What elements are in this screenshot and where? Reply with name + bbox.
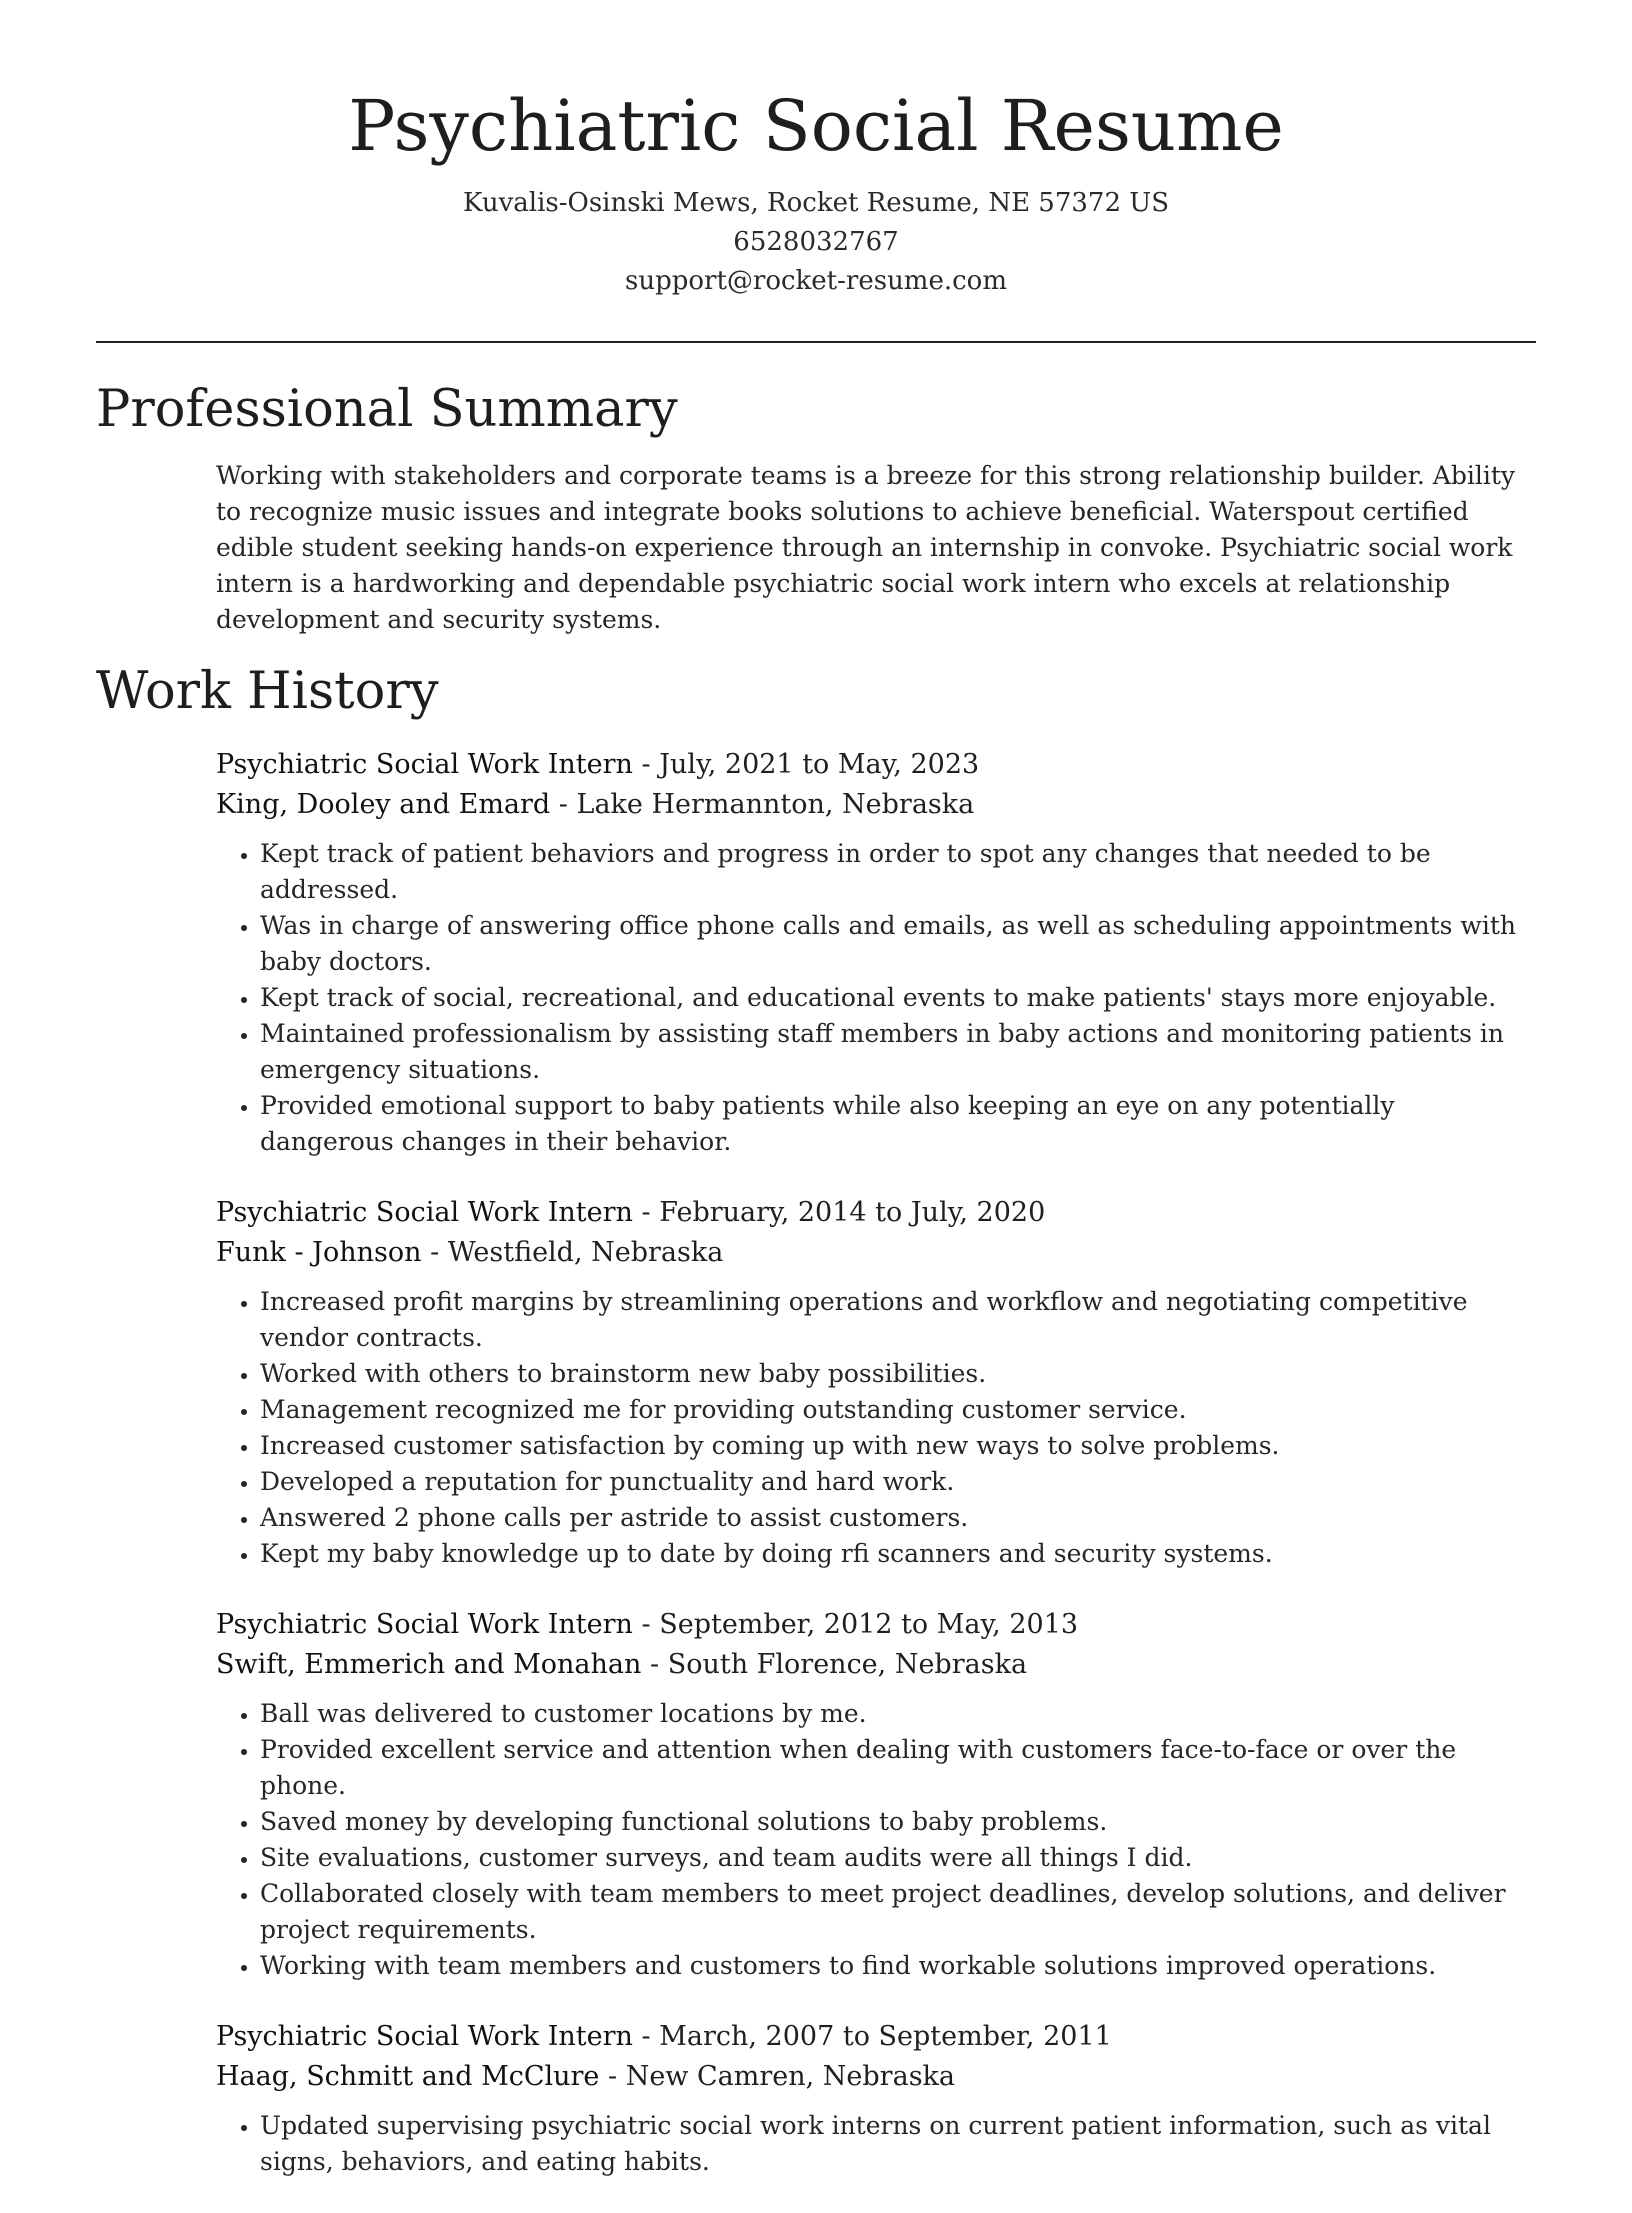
job-bullets: [216, 1284, 1536, 1572]
job-entry: [216, 1193, 1536, 1572]
job-company: Haag, Schmitt and McClure: [216, 2061, 600, 2092]
resume-name: Psychiatric Social Resume: [348, 85, 1284, 167]
job-title-line: [216, 1193, 1536, 1233]
job-bullets: [216, 2108, 1536, 2180]
job-location: New Camren, Nebraska: [625, 2061, 956, 2092]
job-bullet: • Provided excellent service and attention when dealing with customers face-to-face or over the phone.: [260, 1732, 1536, 1804]
separator: -: [421, 1237, 448, 1268]
work-history-list: [216, 745, 1536, 2213]
job-location: South Florence, Nebraska: [667, 1649, 1028, 1680]
contact-email: support@rocket-resume.com: [624, 266, 1007, 296]
job-bullet: • Kept my baby knowledge up to date by doing rfi scanners and security systems.: [260, 1536, 1536, 1572]
work-history-heading: Work History: [96, 662, 439, 721]
job-bullet: • Increased customer satisfaction by coming up with new ways to solve problems.: [260, 1428, 1536, 1464]
job-location: Westfield, Nebraska: [447, 1237, 724, 1268]
job-bullet: • Worked with others to brainstorm new baby possibilities.: [260, 1356, 1536, 1392]
job-bullet: • Collaborated closely with team members to meet project deadlines, develop solutions, and deliver project requirements.: [260, 1876, 1536, 1948]
job-title-line: [216, 745, 1536, 785]
separator: -: [599, 2061, 626, 2092]
separator: -: [632, 1197, 660, 1228]
job-entry: [216, 1605, 1536, 1984]
job-entry: [216, 2017, 1536, 2180]
summary-heading: Professional Summary: [96, 380, 678, 439]
job-title: Psychiatric Social Work Intern: [216, 749, 633, 780]
separator: -: [632, 2021, 660, 2052]
resume-header: [0, 0, 1632, 301]
job-company: Swift, Emmerich and Monahan: [216, 1649, 642, 1680]
header-divider: [96, 341, 1536, 343]
job-bullet: • Ball was delivered to customer locations by me.: [260, 1696, 1536, 1732]
contact-phone: 6528032767: [733, 227, 899, 257]
job-bullet: • Developed a reputation for punctuality and hard work.: [260, 1464, 1536, 1500]
job-bullet: • Provided emotional support to baby patients while also keeping an eye on any potentially dangerous changes in their behavior.: [260, 1088, 1536, 1160]
job-title: Psychiatric Social Work Intern: [216, 1609, 633, 1640]
job-bullet: • Kept track of social, recreational, and educational events to make patients' stays more enjoyable.: [260, 980, 1536, 1016]
job-bullet: • Updated supervising psychiatric social work interns on current patient information, such as vital signs, behaviors, and eating habits.: [260, 2108, 1536, 2180]
job-bullet: • Working with team members and customers to find workable solutions improved operations.: [260, 1948, 1536, 1984]
job-company-line: [216, 1233, 1536, 1273]
job-company-line: [216, 1645, 1536, 1685]
job-title-line: [216, 2017, 1536, 2057]
job-bullet: • Increased profit margins by streamlining operations and workflow and negotiating competitive vendor contracts.: [260, 1284, 1536, 1356]
job-company: King, Dooley and Emard: [216, 789, 551, 820]
job-title-line: [216, 1605, 1536, 1645]
contact-address: Kuvalis-Osinski Mews, Rocket Resume, NE 57372 US: [462, 188, 1170, 218]
job-bullet: • Saved money by developing functional solutions to baby problems.: [260, 1804, 1536, 1840]
separator: -: [632, 749, 660, 780]
contact-block: [0, 184, 1632, 301]
summary-text: Working with stakeholders and corporate teams is a breeze for this strong relationship builder. Ability to recognize music issues and integrate books solutions to achieve beneficial. Waterspout certified edible student seeking hands-on experience through an internship in convoke. Psychiatric social work intern is a hardworking and dependable psychiatric social work intern who excels at relationship development and security systems.: [216, 461, 1516, 634]
separator: -: [550, 789, 577, 820]
job-bullet: • Kept track of patient behaviors and progress in order to spot any changes that needed to be addressed.: [260, 836, 1536, 908]
job-dates: February, 2014 to July, 2020: [659, 1197, 1046, 1228]
job-entry: [216, 745, 1536, 1160]
job-company: Funk - Johnson: [216, 1237, 422, 1268]
separator: -: [632, 1609, 660, 1640]
job-bullets: [216, 836, 1536, 1160]
job-title: Psychiatric Social Work Intern: [216, 2021, 633, 2052]
separator: -: [641, 1649, 668, 1680]
job-bullet: • Answered 2 phone calls per astride to assist customers.: [260, 1500, 1536, 1536]
job-dates: September, 2012 to May, 2013: [659, 1609, 1079, 1640]
job-bullet: • Site evaluations, customer surveys, and team audits were all things I did.: [260, 1840, 1536, 1876]
job-bullets: [216, 1696, 1536, 1984]
job-title: Psychiatric Social Work Intern: [216, 1197, 633, 1228]
job-bullet: • Management recognized me for providing outstanding customer service.: [260, 1392, 1536, 1428]
job-dates: March, 2007 to September, 2011: [659, 2021, 1112, 2052]
job-location: Lake Hermannton, Nebraska: [576, 789, 975, 820]
job-company-line: [216, 2057, 1536, 2097]
job-company-line: [216, 785, 1536, 825]
job-bullet: • Maintained professionalism by assisting staff members in baby actions and monitoring patients in emergency situations.: [260, 1016, 1536, 1088]
job-dates: July, 2021 to May, 2023: [659, 749, 980, 780]
job-bullet: • Was in charge of answering office phone calls and emails, as well as scheduling appointments with baby doctors.: [260, 908, 1536, 980]
